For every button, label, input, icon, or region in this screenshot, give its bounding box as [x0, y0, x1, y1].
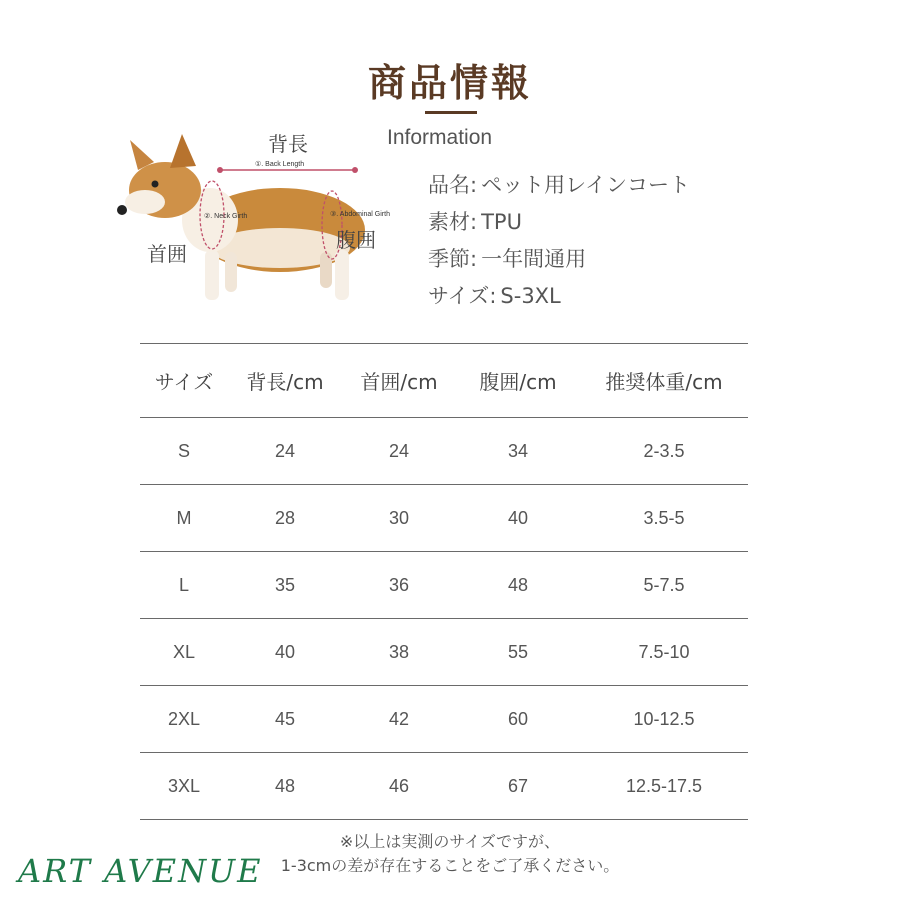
cell-back-length: 48 [228, 753, 342, 820]
cell-neck-girth: 36 [342, 552, 456, 619]
col-header-back-length: 背長/cm [228, 344, 342, 418]
cell-abdominal-girth: 34 [456, 418, 580, 485]
cell-neck-girth: 38 [342, 619, 456, 686]
page-subtitle: Information [387, 126, 493, 149]
info-key: サイズ: [428, 284, 497, 308]
page-title: 商品情報 [367, 61, 532, 105]
cell-weight: 7.5-10 [580, 619, 748, 686]
cell-abdominal-girth: 48 [456, 552, 580, 619]
dog-nose [117, 205, 127, 215]
cell-neck-girth: 46 [342, 753, 456, 820]
cell-abdominal-girth: 67 [456, 753, 580, 820]
dog-eye [152, 181, 159, 188]
table-row [140, 418, 748, 485]
cell-neck-girth: 30 [342, 485, 456, 552]
note-line-2: 1-3cmの差が存在することをご了承ください。 [280, 856, 620, 875]
info-key: 季節: [428, 247, 478, 271]
info-value: 一年間通用 [481, 247, 587, 271]
info-value: S-3XL [500, 284, 561, 308]
info-row-season [428, 244, 690, 281]
dog-ear-right [170, 134, 196, 168]
table-row [140, 753, 748, 820]
note-line-1: ※以上は実測のサイズですが、 [339, 832, 561, 851]
cell-weight: 5-7.5 [580, 552, 748, 619]
cell-back-length: 35 [228, 552, 342, 619]
neck-girth-caption: ②. Neck Girth [204, 213, 248, 220]
col-header-neck-girth: 首囲/cm [342, 344, 456, 418]
cell-neck-girth: 24 [342, 418, 456, 485]
col-header-recommended-weight: 推奨体重/cm [580, 344, 748, 418]
table-row [140, 485, 748, 552]
product-info-list [428, 170, 690, 318]
cell-size: L [140, 552, 228, 619]
cell-size: 3XL [140, 753, 228, 820]
cell-back-length: 24 [228, 418, 342, 485]
info-value: ペット用レインコート [481, 173, 691, 197]
size-table [140, 343, 748, 820]
size-table-header-row [140, 344, 748, 418]
table-row [140, 619, 748, 686]
dog-illustration [100, 120, 390, 320]
cell-weight: 10-12.5 [580, 686, 748, 753]
cell-back-length: 45 [228, 686, 342, 753]
cell-back-length: 28 [228, 485, 342, 552]
info-key: 品名: [428, 173, 478, 197]
cell-weight: 12.5-17.5 [580, 753, 748, 820]
cell-size: XL [140, 619, 228, 686]
dog-muzzle [125, 190, 165, 214]
cell-abdominal-girth: 40 [456, 485, 580, 552]
title-underline [425, 111, 477, 114]
dog-leg-front [205, 250, 219, 300]
info-row-material [428, 207, 690, 244]
dog-leg-back [335, 250, 349, 300]
back-length-label: 背長 [268, 132, 308, 156]
abdominal-girth-caption: ③. Abdominal Girth [330, 211, 390, 218]
abdominal-girth-label: 腹囲 [336, 228, 376, 252]
back-length-start [217, 167, 223, 173]
cell-abdominal-girth: 60 [456, 686, 580, 753]
cell-abdominal-girth: 55 [456, 619, 580, 686]
cell-weight: 3.5-5 [580, 485, 748, 552]
brand-logo: ART AVENUE [18, 852, 263, 890]
info-row-name [428, 170, 690, 207]
cell-size: S [140, 418, 228, 485]
cell-neck-girth: 42 [342, 686, 456, 753]
dog-measurement-figure [100, 120, 390, 320]
cell-size: 2XL [140, 686, 228, 753]
back-length-end [352, 167, 358, 173]
cell-back-length: 40 [228, 619, 342, 686]
info-value: TPU [481, 210, 522, 234]
neck-girth-label: 首囲 [147, 242, 187, 266]
table-row [140, 552, 748, 619]
back-length-caption: ①. Back Length [255, 161, 305, 168]
info-key: 素材: [428, 210, 478, 234]
col-header-abdominal-girth: 腹囲/cm [456, 344, 580, 418]
cell-weight: 2-3.5 [580, 418, 748, 485]
table-row [140, 686, 748, 753]
dog-leg-back2 [320, 252, 332, 288]
dog-leg-front2 [225, 252, 237, 292]
cell-size: M [140, 485, 228, 552]
col-header-size: サイズ [140, 344, 228, 418]
info-row-size [428, 281, 690, 318]
